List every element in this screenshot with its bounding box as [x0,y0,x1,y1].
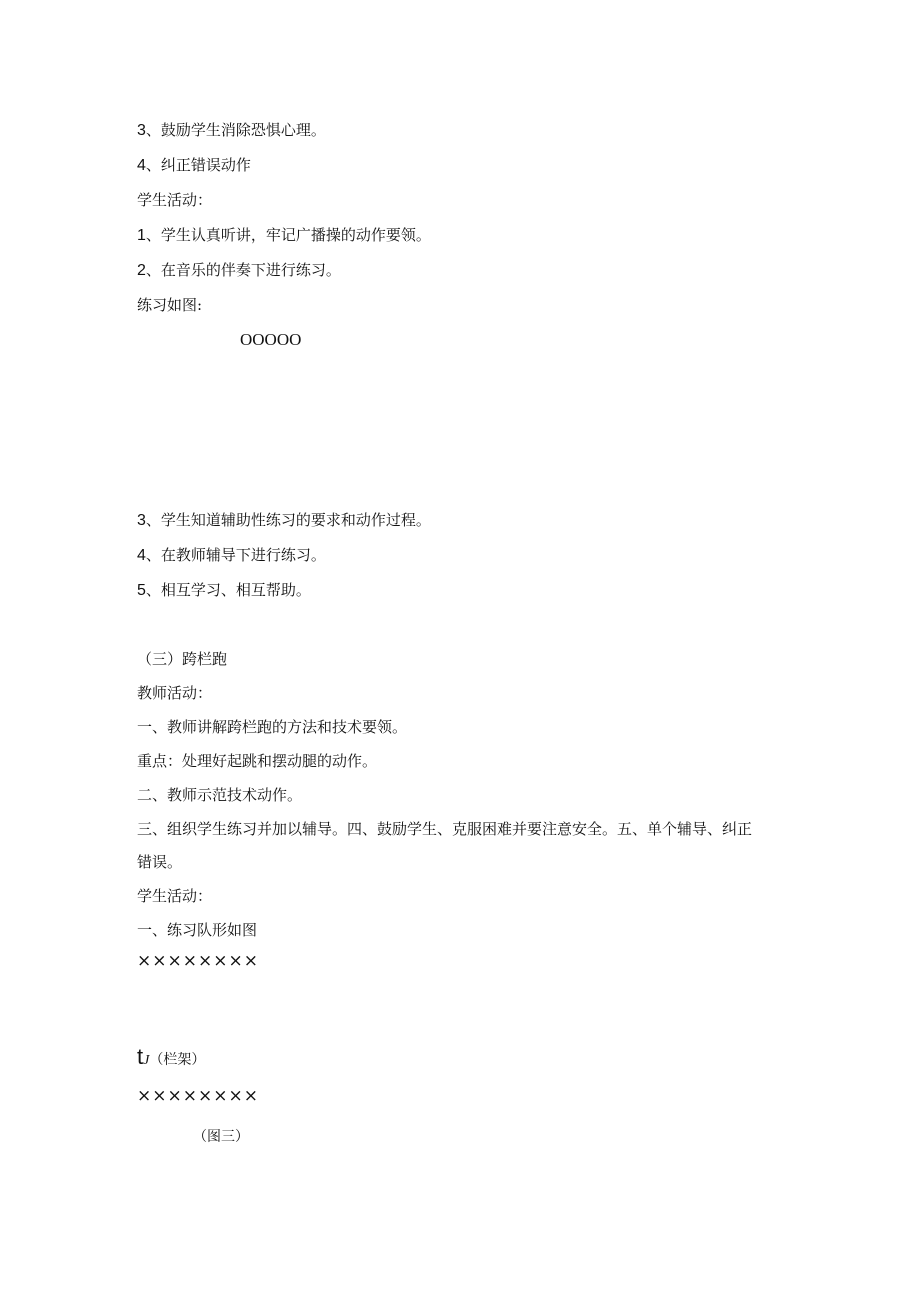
text-line: 一、练习队形如图 [137,921,258,939]
text-line: 学生活动： [137,887,213,905]
text-line: 2、在音乐的伴奏下进行练习。 [137,261,341,279]
text-line: 错误。 [137,853,183,871]
text-line: 三、组织学生练习并加以辅导。四、鼓励学生、克服困难并要注意安全。五、单个辅导、纠正 [137,820,753,838]
text-line: 4、纠正错误动作 [137,156,251,174]
hurdle-symbol-j: J [143,1053,150,1068]
text-line: 练习如图: [137,296,203,314]
text-line: 3、鼓励学生消除恐惧心理。 [137,121,326,139]
text-line: 学生活动： [137,191,213,209]
text-line: 1、学生认真听讲，牢记广播操的动作要领。 [137,226,431,244]
text-line: 5、相互学习、相互帮助。 [137,581,311,599]
text-line: 教师活动： [137,684,213,702]
section-heading: （三）跨栏跑 [137,650,228,668]
formation-circles: OOOOO [240,330,302,349]
text-line: 4、在教师辅导下进行练习。 [137,546,326,564]
figure-caption: （图三） [193,1129,249,1145]
text-line: 重点：处理好起跳和摆动腿的动作。 [137,752,378,770]
text-line: 3、学生知道辅助性练习的要求和动作过程。 [137,511,431,529]
text-line: 一、教师讲解跨栏跑的方法和技术要领。 [137,718,408,736]
formation-crosses-top: ×××××××× [137,951,259,971]
hurdle-label: tJ（栏架） [137,1044,206,1069]
text-line: 二、教师示范技术动作。 [137,786,303,804]
formation-crosses-bottom: ×××××××× [137,1086,259,1106]
hurdle-symbol: t [137,1044,144,1069]
